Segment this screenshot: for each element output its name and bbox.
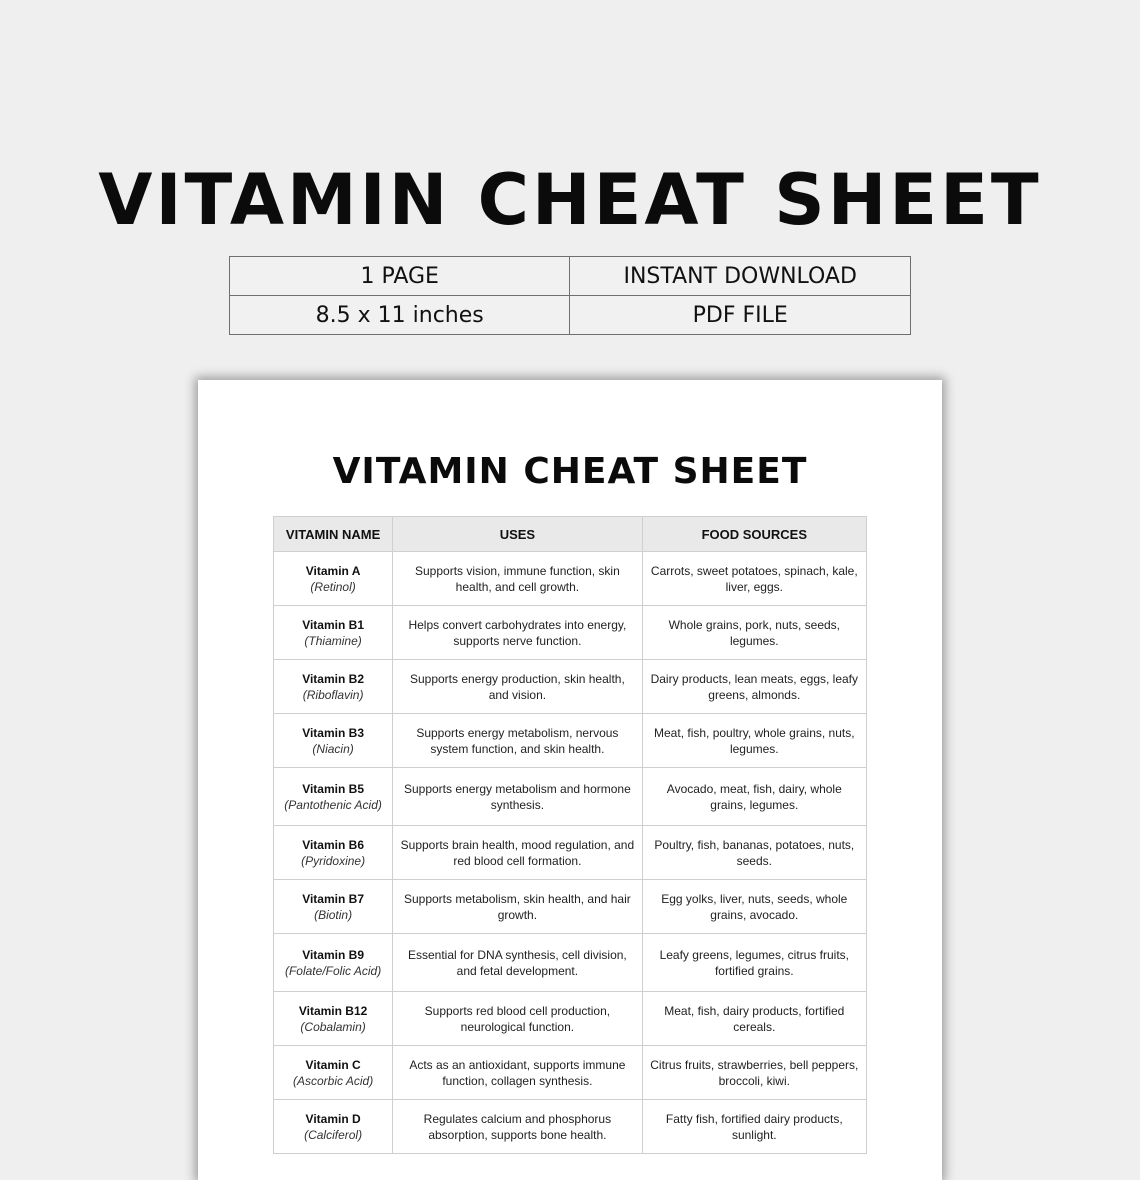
vitamin-name-cell [274,880,393,934]
sheet-title: VITAMIN CHEAT SHEET [332,451,808,492]
product-info-table [229,256,911,335]
vitamin-scientific-name: (Riboflavin) [302,687,364,702]
vitamin-food-sources: Meat, fish, poultry, whole grains, nuts, legumes. [642,714,866,768]
vitamin-uses: Supports energy metabolism, nervous system function, and skin health. [393,714,642,768]
vitamin-scientific-name: (Pantothenic Acid) [284,797,382,812]
vitamin-uses: Helps convert carbohydrates into energy, supports nerve function. [393,606,642,660]
vitamin-uses: Supports red blood cell production, neurological function. [393,992,642,1046]
vitamin-uses: Essential for DNA synthesis, cell division, and fetal development. [393,934,642,992]
vitamin-name: Vitamin B3 [302,725,364,740]
vitamin-scientific-name: (Calciferol) [304,1127,363,1142]
table-row [274,992,867,1046]
vitamin-name-cell [274,934,393,992]
vitamin-food-sources: Avocado, meat, fish, dairy, whole grains, legumes. [642,768,866,826]
hero-title: VITAMIN CHEAT SHEET [98,159,1042,241]
vitamin-name-cell [274,992,393,1046]
vitamin-food-sources: Fatty fish, fortified dairy products, sunlight. [642,1100,866,1154]
vitamin-name-cell [274,606,393,660]
vitamin-food-sources: Poultry, fish, bananas, potatoes, nuts, seeds. [642,826,866,880]
vitamin-name-cell [274,826,393,880]
vitamin-scientific-name: (Cobalamin) [300,1019,366,1034]
info-delivery: INSTANT DOWNLOAD [570,257,911,296]
header-food-sources: FOOD SOURCES [642,517,866,552]
vitamin-food-sources: Whole grains, pork, nuts, seeds, legumes. [642,606,866,660]
table-row [274,1100,867,1154]
table-row [274,660,867,714]
vitamin-scientific-name: (Retinol) [310,579,356,594]
vitamin-scientific-name: (Niacin) [312,741,354,756]
vitamin-food-sources: Citrus fruits, strawberries, bell peppers, broccoli, kiwi. [642,1046,866,1100]
vitamin-name-cell [274,1100,393,1154]
vitamin-food-sources: Leafy greens, legumes, citrus fruits, fortified grains. [642,934,866,992]
vitamin-name: Vitamin D [305,1111,361,1126]
vitamin-name: Vitamin B1 [302,617,364,632]
vitamin-uses: Supports vision, immune function, skin health, and cell growth. [393,552,642,606]
vitamin-name: Vitamin B2 [302,671,364,686]
info-pages: 1 PAGE [230,257,570,296]
table-row [274,768,867,826]
vitamin-table [273,516,867,1154]
vitamin-name: Vitamin A [305,563,361,578]
vitamin-scientific-name: (Ascorbic Acid) [292,1073,374,1088]
info-row [230,296,911,335]
info-size: 8.5 x 11 inches [230,296,570,335]
vitamin-uses: Supports brain health, mood regulation, and red blood cell formation. [393,826,642,880]
vitamin-name-cell [274,1046,393,1100]
vitamin-name: Vitamin B12 [298,1003,368,1018]
vitamin-name: Vitamin B9 [302,947,364,962]
vitamin-scientific-name: (Pyridoxine) [301,853,366,868]
vitamin-name: Vitamin B6 [302,837,364,852]
vitamin-name-cell [274,552,393,606]
vitamin-food-sources: Carrots, sweet potatoes, spinach, kale, liver, eggs. [642,552,866,606]
vitamin-food-sources: Egg yolks, liver, nuts, seeds, whole grains, avocado. [642,880,866,934]
table-row [274,1046,867,1100]
table-row [274,826,867,880]
vitamin-name-cell [274,768,393,826]
vitamin-scientific-name: (Biotin) [314,907,353,922]
table-row [274,934,867,992]
vitamin-uses: Supports energy production, skin health, and vision. [393,660,642,714]
table-row [274,552,867,606]
vitamin-name-cell [274,714,393,768]
sheet-preview [198,380,942,1180]
vitamin-scientific-name: (Folate/Folic Acid) [284,963,382,978]
vitamin-scientific-name: (Thiamine) [304,633,362,648]
vitamin-name: Vitamin B7 [302,891,364,906]
vitamin-uses: Supports energy metabolism and hormone synthesis. [393,768,642,826]
vitamin-uses: Acts as an antioxidant, supports immune function, collagen synthesis. [393,1046,642,1100]
table-row [274,714,867,768]
vitamin-food-sources: Dairy products, lean meats, eggs, leafy greens, almonds. [642,660,866,714]
vitamin-name-cell [274,660,393,714]
info-row [230,257,911,296]
vitamin-name: Vitamin B5 [302,781,364,796]
vitamin-uses: Regulates calcium and phosphorus absorption, supports bone health. [393,1100,642,1154]
table-row [274,606,867,660]
header-uses: USES [393,517,642,552]
vitamin-name: Vitamin C [305,1057,361,1072]
table-row [274,880,867,934]
vitamin-food-sources: Meat, fish, dairy products, fortified cereals. [642,992,866,1046]
table-header-row [274,517,867,552]
info-format: PDF FILE [570,296,911,335]
vitamin-uses: Supports metabolism, skin health, and hair growth. [393,880,642,934]
header-vitamin-name: VITAMIN NAME [274,517,393,552]
